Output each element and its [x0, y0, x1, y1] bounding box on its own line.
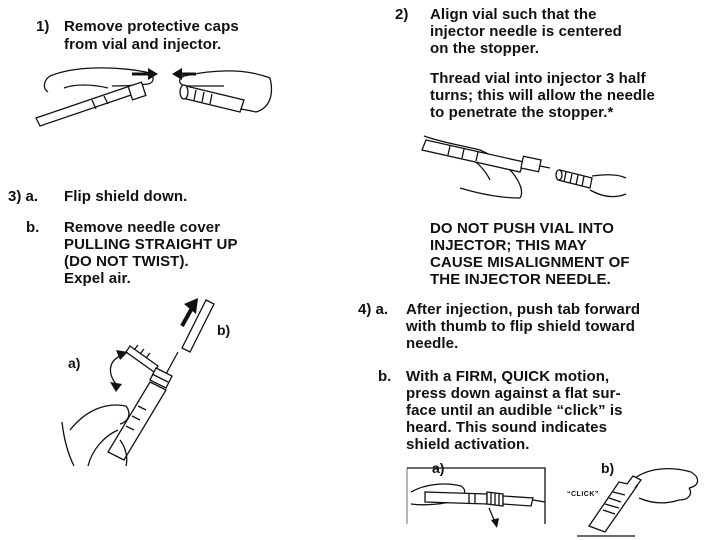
step4-a-line-2: with thumb to flip shield toward — [406, 318, 636, 335]
step2-number: 2) — [395, 6, 409, 23]
step4-b-line-4: heard. This sound indicates — [406, 419, 608, 436]
step2-align-line-1: Align vial such that the — [430, 6, 597, 23]
step3-b-line-1: Remove needle cover — [64, 219, 221, 236]
step2-warning-line-1: DO NOT PUSH VIAL INTO — [430, 220, 615, 237]
step1-line-2: from vial and injector. — [64, 36, 222, 53]
step3-b-label: b. — [26, 219, 40, 236]
step2-warning-line-3: CAUSE MISALIGNMENT OF — [430, 254, 630, 271]
step4-click-text: “CLICK” — [567, 491, 599, 498]
step4-push-tab-illustration — [405, 462, 555, 532]
step4-b-line-5: shield activation. — [406, 436, 530, 453]
step1-line-1: Remove protective caps — [64, 18, 239, 35]
step4-number: 4) a. — [358, 301, 389, 318]
step2-align-line-2: injector needle is centered — [430, 23, 622, 40]
step2-warning-line-2: INJECTOR; THIS MAY — [430, 237, 587, 254]
step3-b-line-2: PULLING STRAIGHT UP — [64, 236, 238, 253]
step3-needle-cover-illustration — [60, 290, 250, 470]
step4-fig-label-a: a) — [432, 460, 445, 476]
step2-thread-vial-illustration — [420, 128, 630, 208]
step3-fig-label-b: b) — [217, 322, 231, 338]
step3-b-line-4: Expel air. — [64, 270, 131, 287]
step2-thread-line-3: to penetrate the stopper.* — [430, 104, 614, 121]
step4-click-illustration — [575, 462, 715, 538]
step3-b-line-3: (DO NOT TWIST). — [64, 253, 189, 270]
step1-caps-illustration — [34, 64, 274, 134]
step2-thread-line-2: turns; this will allow the needle — [430, 87, 655, 104]
step4-b-line-2: press down against a flat sur- — [406, 385, 621, 402]
step3-a-text: Flip shield down. — [64, 188, 188, 205]
step3-number: 3) a. — [8, 188, 39, 205]
step3-fig-label-a: a) — [68, 355, 81, 371]
step2-warning-line-4: THE INJECTOR NEEDLE. — [430, 271, 611, 288]
step1-number: 1) — [36, 18, 50, 35]
step4-fig-label-b: b) — [601, 460, 615, 476]
step2-thread-line-1: Thread vial into injector 3 half — [430, 70, 646, 87]
step4-a-line-3: needle. — [406, 335, 459, 352]
step4-a-line-1: After injection, push tab forward — [406, 301, 641, 318]
step4-b-line-1: With a FIRM, QUICK motion, — [406, 368, 610, 385]
step2-align-line-3: on the stopper. — [430, 40, 540, 57]
step4-b-line-3: face until an audible “click” is — [406, 402, 623, 419]
step4-b-label: b. — [378, 368, 392, 385]
